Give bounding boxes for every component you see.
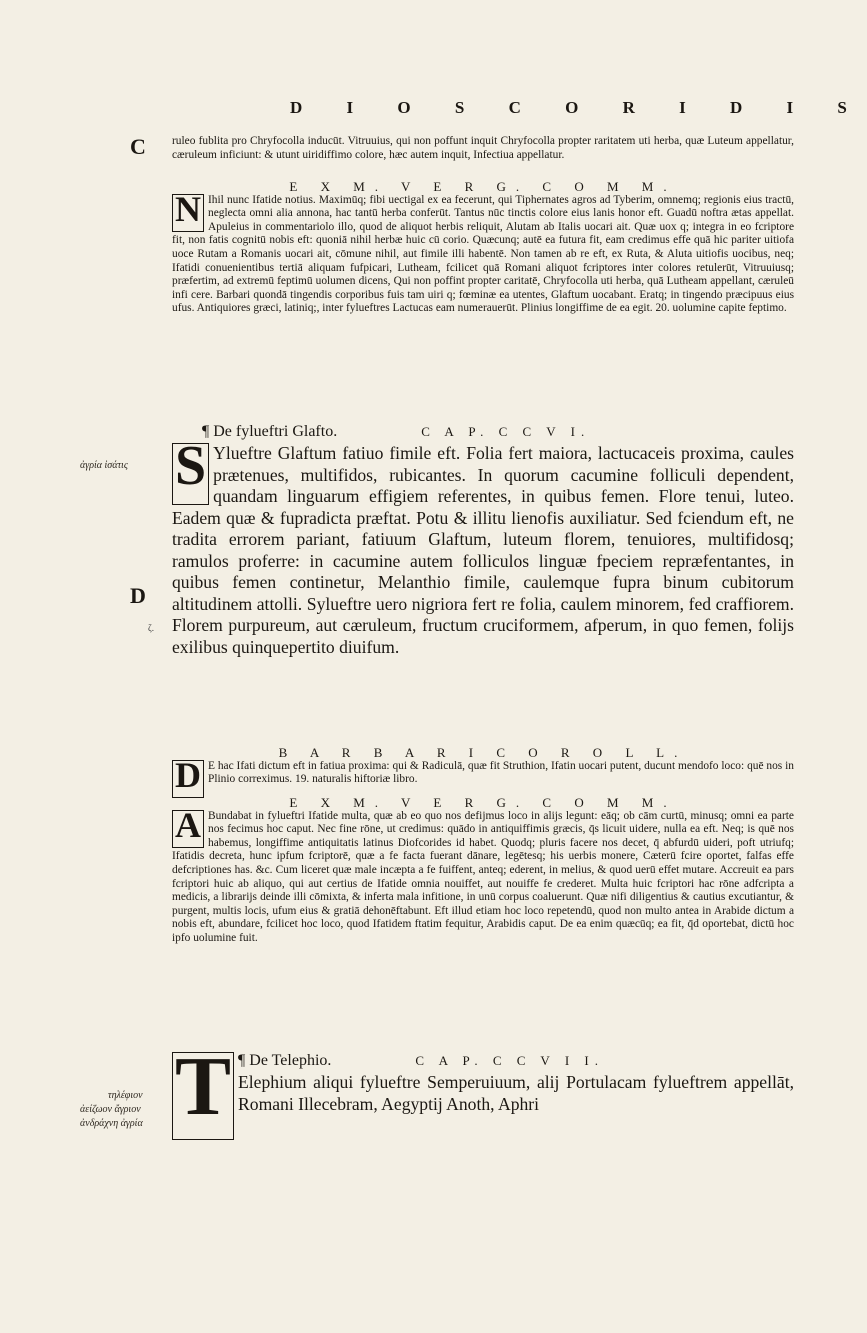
chapter-text-207: Elephium aliqui fylueftre Semperuiuum, alij Portulacam fylueftrem appellāt, Romani Illecebram, Aegyptij Anoth, Aphri xyxy=(238,1072,794,1114)
commentary-text-2: Bundabat in fylueftri Ifatide multa, quæ ab eo quo nos defijmus loco in alijs legunt: eāq; ob cām curtū, minusq; omni ea parte nos fecimus hoc caput. Nec fine rōne, ut credimus: quādo in antiquiffimis græcis, q̄s licuit uidere, nulla ea eft. Neq; is quē nos habemus, longiffime antiquitatis latinus Diofcorides id habet. Quodq; pluris facere nos decet, q̄ abfurdū uideri, poft utriufq; Ifatidis decreta, hunc ipfum fcriptorē, quæ a fe facta fuerant dānare, legētesq; his uerbis monere, Cæterū fcire oportet, falfas effe defcriptiones has. &c. Cum liceret quæ male incæpta a fe fuiffent, anteq; ederent, in melius, & quod uerū effet mutare. Accreuit ea pars fcriptori huic ab aliquo, qui aut certius de Ifatide omnia nouiffet, aut nouiffe fe crederet. Multa huic fcriptori hac rōne adfcripta a medicis, a librarijs deinde illi cōmixta, & inferta mala infitione, in unū corpus coaluerunt. Quæ nifi diligentius & cautius excutiantur, & purgent, multis locis, ufum eius & gratiā dehonēftabunt. Eft illud etiam hoc loco repetendū, quod non multo antea in Arabide dictum a nobis eft, abundare, fcilicet hoc loco, quod Ifatidem ftatim fequitur, Arabidis caput. De ea enim quæcūq; ea fit, q̄d oportebat, dictū hoc ipfo uolumine fuit. xyxy=(172,809,794,944)
chapter-heading-207 xyxy=(172,1052,794,1070)
barbari-text: E hac Ifati dictum eft in fatiua proxima: qui & Radiculā, quæ fit Struthion, Ifatin uocari putent, ducunt mendofo loco: quē nos in Plinio correximus. 19. naturalis hiftoriæ libro. xyxy=(208,759,794,786)
commentary-heading-2: E X M. V E R G. C O M M. xyxy=(289,795,677,810)
margin-greek-note-3: ἀνδράχνη ἀγρία xyxy=(80,1118,143,1129)
barbari-section xyxy=(172,744,794,798)
barbari-heading: B A R B A R I C O R O L L. xyxy=(278,745,688,760)
chapter-title-206: ¶ De fylueftri Glafto. xyxy=(202,423,338,440)
margin-mark: ζ. xyxy=(148,623,154,633)
commentary-heading-1: E X M. V E R G. C O M M. xyxy=(289,179,677,194)
chapter-207 xyxy=(172,1040,794,1140)
opening-paragraph-block xyxy=(172,135,794,162)
margin-greek-note-1: τηλέφιον xyxy=(108,1090,143,1101)
drop-cap-d: D xyxy=(172,760,204,798)
opening-paragraph: ruleo fublita pro Chryfocolla inducūt. Vitruuius, qui non poffunt inquit Chryfocolla propter raritatem uti herba, quæ Luteum appellatur, cæruleum inficiunt: & utunt uiridiffimo colore, hæc autem inquit, Infectiua appellatur. xyxy=(172,135,794,161)
margin-greek-note-2: ἀείζωον ἄγριον xyxy=(80,1104,141,1115)
drop-cap-s: S xyxy=(172,443,209,505)
chapter-206 xyxy=(172,423,794,658)
chapter-text-206: Ylueftre Glaftum fatiuo fimile eft. Folia fert maiora, lactucaceis proxima, caules prætenues, multifidos, rubicantes. In quorum cacumine folliculi dependent, quandam linguarum effigiem referentes, in quibus femen. Flore tenui, luteo. Eadem quæ & fupradicta præftat. Potu & illitu lienofis auxiliatur. Sed fciendum eft, ne tradita errorem pariant, fatiuum Glaftum, luteum florem, tenuiores, multifidosq; ramulos proferre: in cacumine autem folliculos linguæ fpeciem repræfentantes, in quibus femen continetur, Melanthio fimile, caulemque fupra binum cubitorum altitudinem attolli. Sylueftre uero nigriora fert re folia, caulem minorem, fed craffiorem. Florem purpureum, aut cæruleum, fructum cruciformem, afperum, in quo femen, folijs exilibus quinquepertito diuifum. xyxy=(172,443,794,657)
drop-cap-t: T xyxy=(172,1052,234,1140)
margin-section-letter-c: C xyxy=(130,134,146,159)
chapter-title-207: ¶ De Telephio. xyxy=(238,1052,332,1069)
chapter-number-206: C A P. C C V I. xyxy=(421,424,591,439)
chapter-body-206 xyxy=(172,435,794,658)
chapter-heading-206 xyxy=(202,423,794,441)
commentary-section-2 xyxy=(172,794,794,946)
margin-section-letter-d: D xyxy=(130,583,146,608)
commentary-text-1: Ihil nunc Ifatide notius. Maximūq; fibi uectigal ex ea fecerunt, qui Tiphernates agros ad Tyberim, omnemq; regionis eius tractū, neglecta omni alia annona, hac tantū herba conferūt. Tantus nūc tinctis colore eius lanis honor eft. Guadū noftra ætas appellat. Apuleius in commentariolo illo, quod de aliquot herbis reliquit, Alutam ab Italis uocari ait. Quæ uox q; integra in eo fcriptore fit, non fatis cognitū nobis eft: quoniā nihil herbæ huic cū corio. Quæcunq; autē ea futura fit, eam credimus effe quā hic pariter uitiofa uoce Rutam a Romanis uocari ait, cōmune nihil, aut fimile illi habentē. Non tamen ab re eft, ex Ruta, & Aluta uitiofis uocibus, neq; Ifatidi conuenientibus tertiā aliquam fufpicari, Lutheam, fcilicet quā Romani aliquot fcriptores inter colores retulerūt, Vitruuiusq; præfertim, ad extremū feptimū uolumen dicens, Qui non poffint propter caritatē, Chryfocolla uti herba, quā Lutheam appellant, cæruleū infi cere. Barbari quondā tingendis corporibus fuis tam uiri q; fœminæ ea utentes, Glaftum uocabant. Eratq; in tingendo præcipuus eius ufus. Antiquiores græci, latiniq;, inter fylueftres Lactucas eam numerauerūt. Plinius longiffime de ea egit. 20. uolumine capite feptimo. xyxy=(172,193,794,315)
running-head: D I O S C O R I D I S xyxy=(290,98,867,117)
margin-greek-note: ἀγρία ἰσάτις xyxy=(80,460,128,471)
chapter-number-207: C A P. C C V I I. xyxy=(415,1053,604,1068)
drop-cap-a: A xyxy=(172,810,204,848)
drop-cap-n: N xyxy=(172,194,204,232)
commentary-section-1 xyxy=(172,178,794,316)
